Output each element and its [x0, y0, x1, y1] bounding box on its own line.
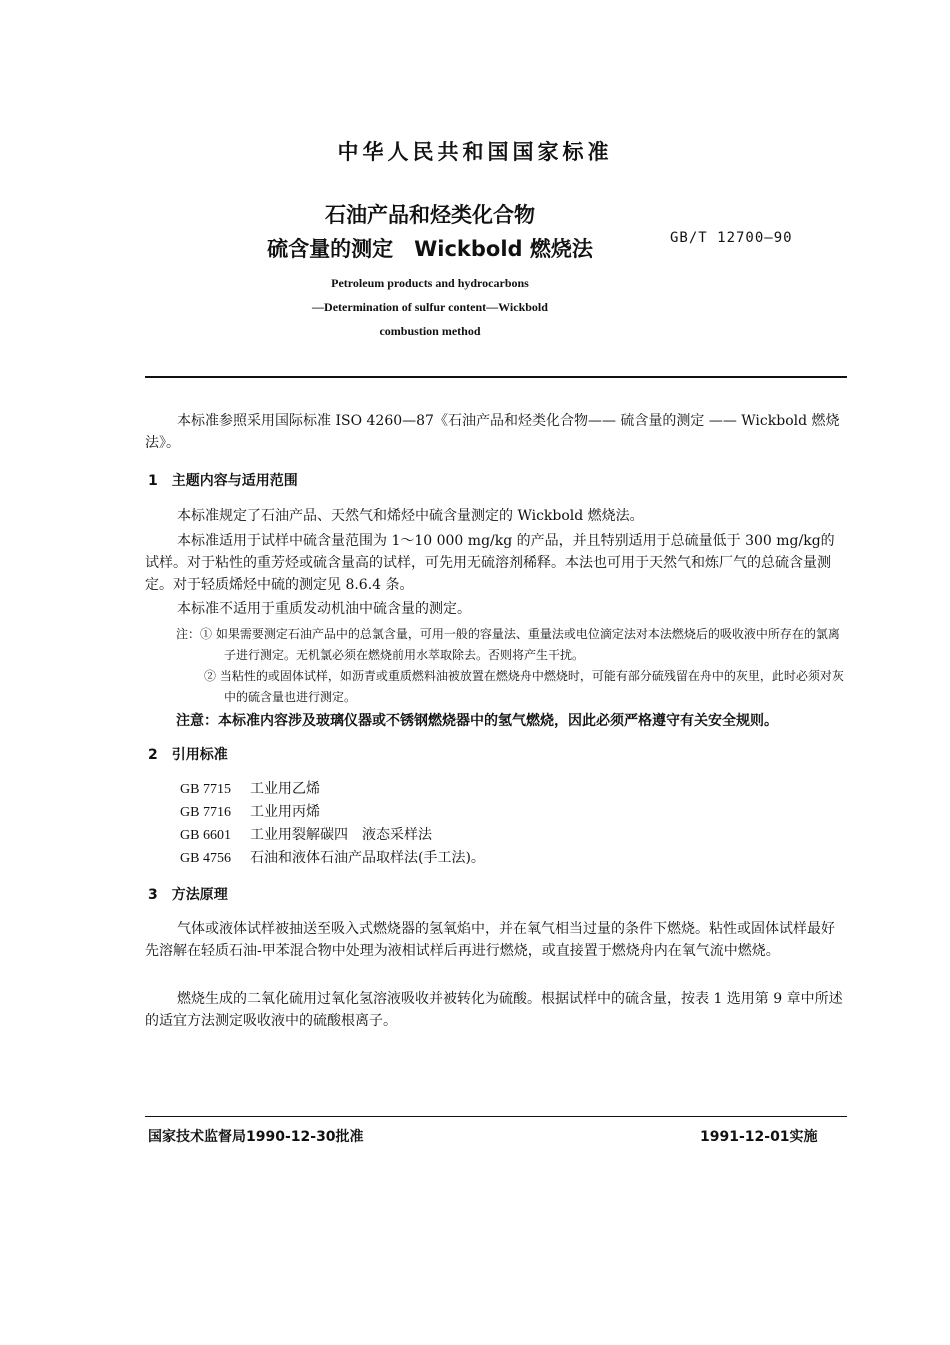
reference-title: 工业用裂解碳四 液态采样法	[250, 827, 432, 843]
section-1-paragraph-2: 本标准适用于试样中硫含量范围为 1～10 000 mg/kg 的产品，并且特别适用于总硫量低于 300 mg/kg的试样。对于粘性的重芳烃或硫含量高的试样，可先用无硫溶剂稀释。本法也可用于天然气和炼厂气的总硫含量测定。对于轻质烯烃中硫的测定见 8.6.4 条。	[145, 533, 835, 593]
section-1-heading: 1 主题内容与适用范围	[148, 473, 298, 489]
note-2-text: ② 当粘性的或固体试样，如沥青或重质燃料油被放置在燃烧舟中燃烧时，可能有部分硫残留在舟中的灰里，此时必须对灰中的硫含量也进行测定。	[204, 669, 844, 704]
national-standard-title: 中华人民共和国国家标准	[337, 140, 613, 164]
reference-code: GB 7716	[180, 805, 231, 820]
section-3-paragraph-1: 气体或液体试样被抽送至吸入式燃烧器的氢氧焰中，并在氧气相当过量的条件下燃烧。粘性或固体试样最好先溶解在轻质石油-甲苯混合物中处理为液相试样后再进行燃烧，或直接置于燃烧舟内在氧气流中燃烧。	[145, 921, 835, 959]
note-1-text: 注：① 如果需要测定石油产品中的总氯含量，可用一般的容量法、重量法或电位滴定法对本法燃烧后的吸收液中所存在的氯离子进行测定。无机氯必须在燃烧前用水萃取除去。否则将产生干扰。	[176, 627, 840, 662]
document-title-line1: 石油产品和烃类化合物	[325, 203, 535, 227]
document-title-line2: 硫含量的测定 Wickbold 燃烧法	[267, 237, 593, 261]
section-1-paragraph-1: 本标准规定了石油产品、天然气和烯烃中硫含量测定的 Wickbold 燃烧法。	[177, 508, 644, 524]
section-2-heading: 2 引用标准	[148, 747, 228, 763]
section-3-heading: 3 方法原理	[148, 887, 228, 903]
section-3-paragraph-2: 燃烧生成的二氧化硫用过氧化氢溶液吸收并被转化为硫酸。根据试样中的硫含量，按表 1 选用第 9 章中所述的适宜方法测定吸收液中的硫酸根离子。	[145, 991, 843, 1029]
section-1-paragraph-3: 本标准不适用于重质发动机油中硫含量的测定。	[177, 601, 471, 617]
reference-item	[180, 847, 485, 870]
intro-paragraph: 本标准参照采用国际标准 ISO 4260—87《石油产品和烃类化合物—— 硫含量的测定 —— Wickbold 燃烧法》。	[145, 413, 840, 451]
english-title-line2: —Determination of sulfur content—Wickbold	[312, 300, 548, 314]
reference-list	[180, 778, 485, 870]
reference-title: 工业用丙烯	[250, 804, 320, 820]
note-1	[176, 624, 848, 666]
effective-date: 1991-12-01实施	[700, 1129, 818, 1145]
reference-code: GB 6601	[180, 828, 231, 843]
reference-title: 工业用乙烯	[250, 781, 320, 797]
approval-line: 国家技术监督局1990-12-30批准	[148, 1129, 364, 1145]
english-title-line3: combustion method	[379, 324, 481, 338]
reference-item	[180, 824, 485, 847]
header-divider	[145, 376, 847, 378]
reference-title: 石油和液体石油产品取样法(手工法)。	[250, 850, 485, 866]
reference-item	[180, 801, 485, 824]
standard-code: GB/T 12700—90	[670, 230, 793, 246]
footer-divider	[145, 1116, 847, 1117]
reference-code: GB 4756	[180, 851, 231, 866]
reference-item	[180, 778, 485, 801]
reference-code: GB 7715	[180, 782, 231, 797]
english-title-line1: Petroleum products and hydrocarbons	[331, 276, 529, 290]
note-2	[176, 666, 848, 708]
safety-warning: 注意：本标准内容涉及玻璃仪器或不锈钢燃烧器中的氢气燃烧，因此必须严格遵守有关安全规则。	[176, 713, 778, 729]
